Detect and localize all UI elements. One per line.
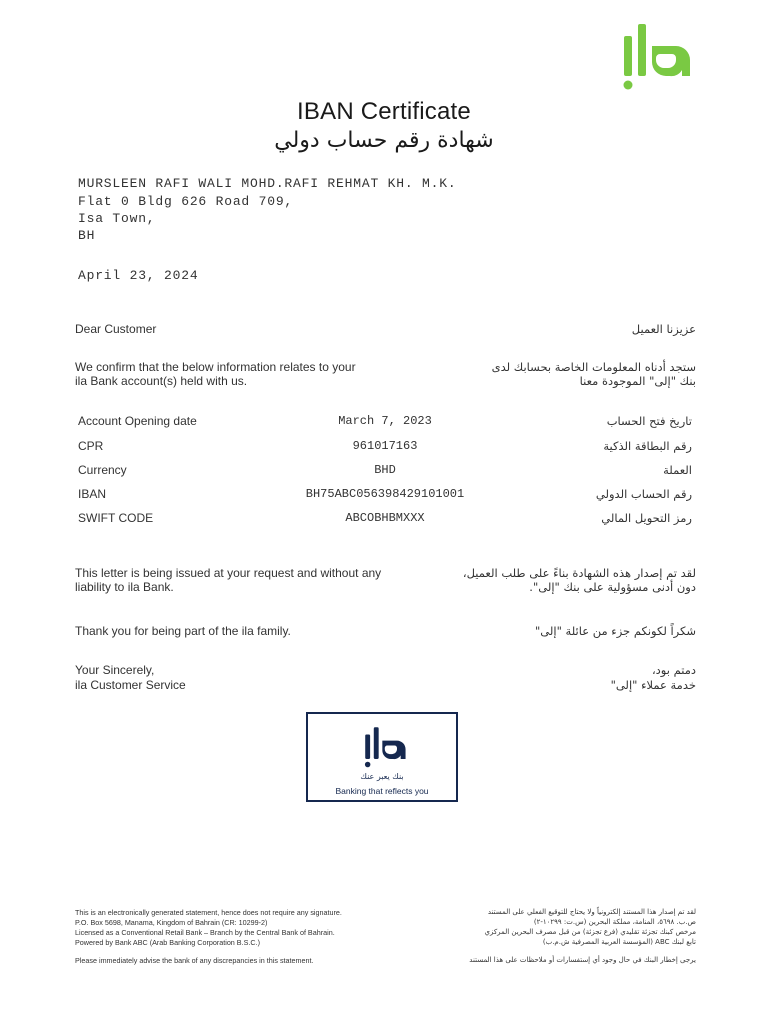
badge-tagline: Banking that reflects you: [335, 786, 429, 796]
address-line-name: MURSLEEN RAFI WALI MOHD.RAFI REHMAT KH. M.K.: [78, 176, 457, 191]
signoff-arabic-line-2: خدمة عملاء "إلى": [610, 678, 696, 692]
footer-arabic-line-2: ص.ب. ٥٦٩٨، المنامة، مملكة البحرين (س.ت: ١٠٢٩٩-٢): [533, 918, 696, 926]
detail-label-opening-date: Account Opening date: [78, 414, 197, 428]
thanks-text: Thank you for being part of the ila family.: [75, 624, 291, 638]
signoff-line-1: Your Sincerely,: [75, 663, 155, 677]
liability-text-line-2: liability to ila Bank.: [75, 580, 174, 594]
footer-arabic-line-3: مرخص كبنك تجزئة تقليدي (فرع تجزئة) من قبل مصرف البحرين المركزي: [484, 928, 696, 936]
liability-text-arabic-line-2: دون أدنى مسؤولية على بنك "إلى".: [529, 580, 696, 594]
detail-label-swift-arabic: رمز التحويل المالي: [601, 511, 692, 525]
detail-label-currency-arabic: العملة: [663, 463, 692, 477]
confirm-text-arabic-line-2: بنك "إلى" الموجودة معنا: [579, 374, 696, 388]
badge-tagline-arabic: بنك يعبر عنك: [360, 772, 404, 781]
confirm-text-line-2: ila Bank account(s) held with us.: [75, 374, 248, 388]
badge-ila-logo: [360, 726, 412, 775]
detail-value-currency: BHD: [374, 463, 396, 477]
confirm-text-arabic-line-1: ستجد أدناه المعلومات الخاصة بحسابك لدى: [491, 360, 696, 374]
detail-label-iban: IBAN: [78, 487, 107, 501]
detail-label-cpr: CPR: [78, 439, 104, 453]
certificate-title-arabic: شهادة رقم حساب دولي: [274, 128, 494, 153]
liability-text-arabic-line-1: لقد تم إصدار هذه الشهادة بناءً على طلب العميل،: [462, 566, 696, 580]
footer-line-3: Licensed as a Conventional Retail Bank – Branch by the Central Bank of Bahrain.: [75, 928, 335, 937]
signoff-line-2: ila Customer Service: [75, 678, 186, 692]
footer-line-1: This is an electronically generated statement, hence does not require any signature.: [75, 908, 342, 917]
ila-logo: [618, 22, 698, 94]
letter-date: April 23, 2024: [78, 268, 199, 283]
footer-line-4: Powered by Bank ABC (Arab Banking Corporation B.S.C.): [75, 938, 260, 947]
signoff-arabic-line-1: دمتم بود،: [651, 663, 696, 677]
detail-value-swift: ABCOBHBMXXX: [345, 511, 425, 525]
detail-value-cpr: 961017163: [352, 439, 418, 453]
detail-label-opening-date-arabic: تاريخ فتح الحساب: [606, 414, 692, 428]
address-line-country: BH: [78, 228, 96, 243]
detail-label-swift: SWIFT CODE: [78, 511, 154, 525]
detail-value-opening-date: March 7, 2023: [338, 414, 432, 428]
brand-badge: [306, 712, 458, 802]
footer-arabic-line-4: تابع لبنك ABC (المؤسسة العربية المصرفية ش.م.ب): [542, 938, 696, 946]
greeting-arabic: عزيزنا العميل: [631, 322, 696, 336]
footer-notice: Please immediately advise the bank of any discrepancies in this statement.: [75, 956, 314, 965]
certificate-title: IBAN Certificate: [297, 98, 471, 125]
address-line-street: Flat 0 Bldg 626 Road 709,: [78, 194, 294, 209]
detail-value-iban: BH75ABC056398429101001: [305, 487, 465, 501]
footer-notice-arabic: يرجى إخطار البنك في حال وجود أي إستفسارات أو ملاحظات على هذا المستند: [469, 956, 696, 964]
footer-line-2: P.O. Box 5698, Manama, Kingdom of Bahrain (CR: 10299-2): [75, 918, 268, 927]
detail-label-cpr-arabic: رقم البطاقة الذكية: [603, 439, 692, 453]
confirm-text-line-1: We confirm that the below information relates to your: [75, 360, 356, 374]
detail-label-currency: Currency: [78, 463, 127, 477]
detail-label-iban-arabic: رقم الحساب الدولي: [595, 487, 692, 501]
thanks-text-arabic: شكراً لكونكم جزء من عائلة "إلى": [535, 624, 696, 638]
address-line-city: Isa Town,: [78, 211, 156, 226]
footer-arabic-line-1: لقد تم إصدار هذا المستند إلكترونياً ولا يحتاج للتوقيع الفعلي على المستند: [487, 908, 696, 916]
greeting: Dear Customer: [75, 322, 157, 336]
liability-text-line-1: This letter is being issued at your request and without any: [75, 566, 382, 580]
